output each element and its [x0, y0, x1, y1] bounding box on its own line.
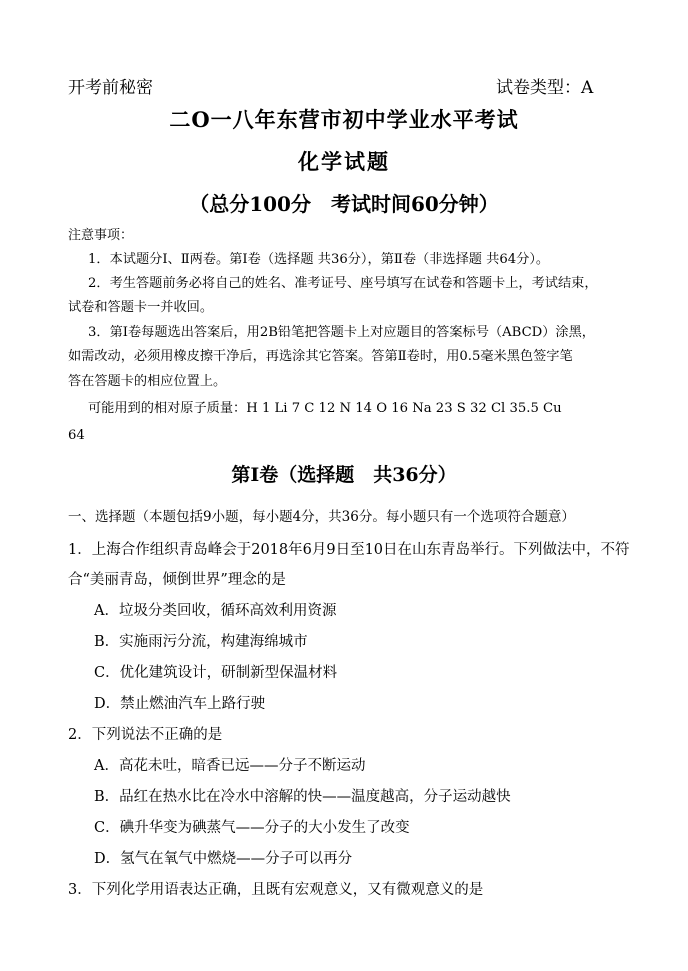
question-2-option-b: B．品红在热水比在冷水中溶解的快——温度越高，分子运动越快	[94, 789, 511, 805]
question-1-stem: 1．上海合作组织青岛峰会于2018年6月9日至10日在山东青岛举行。下列做法中，不符	[68, 542, 630, 558]
notice-line: 如需改动，必须用橡皮擦干净后，再选涂其它答案。答第Ⅱ卷时，用0.5毫米黑色签字笔	[68, 349, 573, 364]
section-title: 第Ⅰ卷（选择题 共36分）	[231, 464, 457, 486]
exam-title: 二O一八年东营市初中学业水平考试	[169, 107, 519, 132]
paper-type-label: 试卷类型：A	[496, 78, 594, 98]
question-2-stem: 2．下列说法不正确的是	[68, 727, 223, 743]
section-description: 一、选择题（本题包括9小题，每小题4分，共36分。每小题只有一个选项符合题意）	[68, 509, 575, 525]
notice-line: 1．本试题分Ⅰ、Ⅱ两卷。第Ⅰ卷（选择题 共36分），第Ⅱ卷（非选择题 共64分）。	[88, 252, 550, 267]
question-1-option-c: C．优化建筑设计，研制新型保温材料	[94, 665, 338, 681]
notice-line: 答在答题卡的相应位置上。	[68, 374, 227, 389]
subject-title: 化学试题	[298, 149, 390, 174]
question-1-option-d: D．禁止燃油汽车上路行驶	[94, 696, 266, 712]
confidential-label: 开考前秘密	[68, 78, 153, 98]
score-time-line: （总分100分 考试时间60分钟）	[189, 192, 499, 216]
question-2-option-d: D．氢气在氧气中燃烧——分子可以再分	[94, 851, 353, 867]
notice-line: 试卷和答题卡一并收回。	[68, 300, 214, 315]
question-2-option-a: A．高花未吐，暗香已远——分子不断运动	[94, 758, 366, 774]
notice-line: 2．考生答题前务必将自己的姓名、准考证号、座号填写在试卷和答题卡上，考试结束，	[88, 276, 598, 291]
question-1-option-a: A．垃圾分类回收，循环高效利用资源	[94, 603, 337, 619]
question-3-stem: 3．下列化学用语表达正确，且既有宏观意义，又有微观意义的是	[68, 882, 484, 898]
atomic-masses: 可能用到的相对原子质量：H 1 Li 7 C 12 N 14 O 16 Na 23 S 32 Cl 35.5 Cu	[88, 401, 562, 416]
notice-line: 3．第Ⅰ卷每题选出答案后，用2B铅笔把答题卡上对应题目的答案标号（ABCD）涂黑，	[88, 325, 595, 340]
atomic-masses-cont: 64	[68, 428, 85, 443]
notice-heading: 注意事项：	[68, 228, 134, 243]
question-1-stem-cont: 合“美丽青岛，倾倒世界”理念的是	[68, 572, 286, 588]
question-1-option-b: B．实施雨污分流，构建海绵城市	[94, 634, 308, 650]
question-2-option-c: C．碘升华变为碘蒸气——分子的大小发生了改变	[94, 820, 410, 836]
